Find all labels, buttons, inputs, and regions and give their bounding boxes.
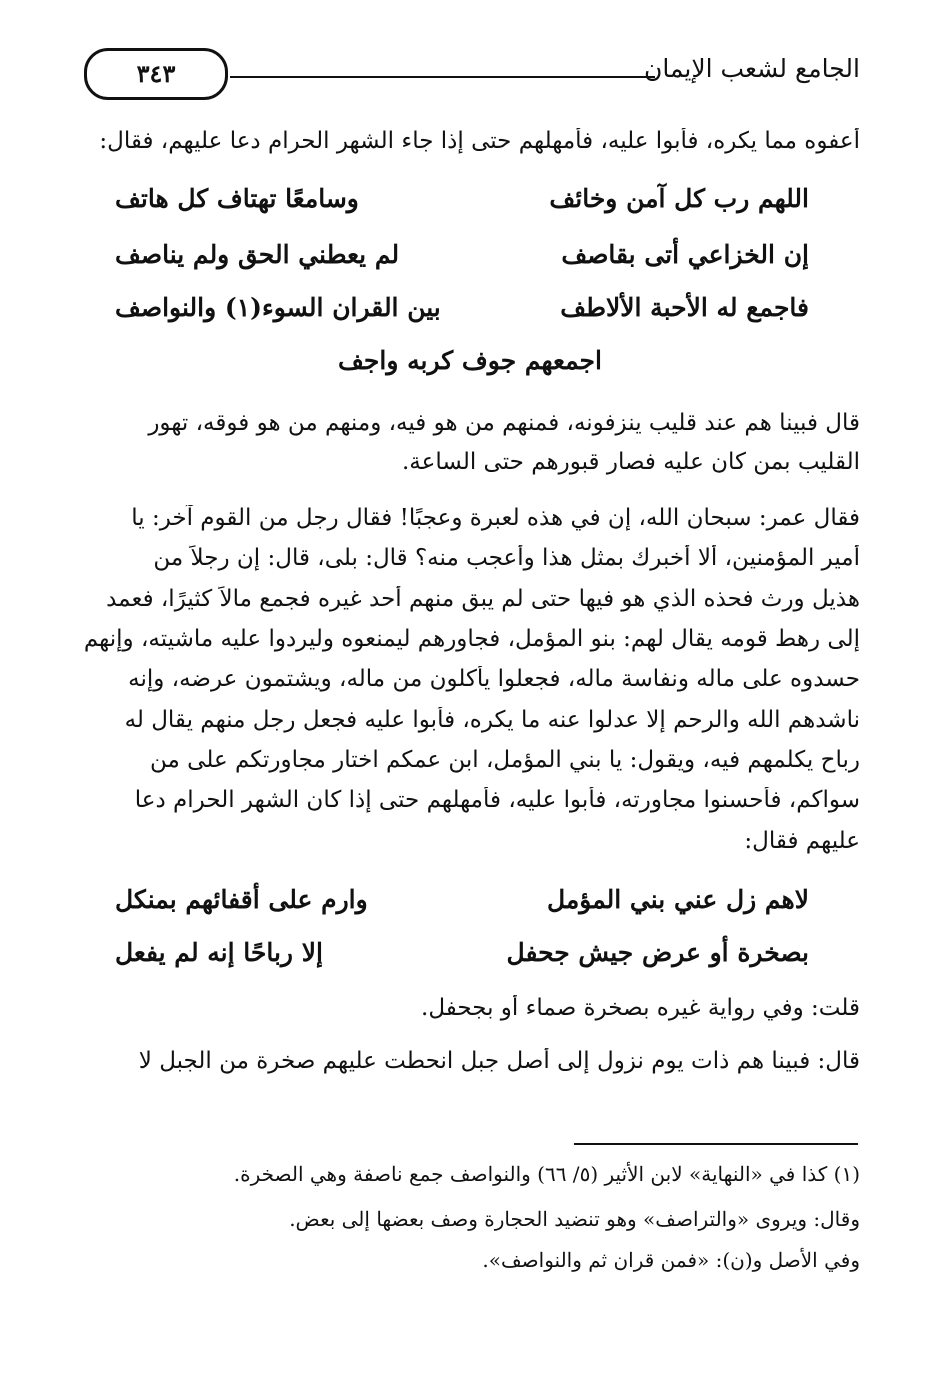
footnote-line: وقال: ويروى «والتراصف» وهو تنضيد الحجارة وصف بعضها إلى بعض. bbox=[289, 1207, 860, 1231]
text-line: قال فبينا هم عند قليب ينزفونه، فمنهم من هو فيه، ومنهم من هو فوقه، تهور bbox=[148, 410, 860, 436]
text-line: أمير المؤمنين، ألا أخبرك بمثل هذا وأعجب منه؟ قال: بلى، قال: إن رجلاً من bbox=[153, 545, 860, 571]
poem-verse bbox=[115, 885, 809, 925]
text-line: ناشدهم الله والرحم إلا عدلوا عنه ما يكره، فأبوا عليه فجعل رجل منهم يقال له bbox=[124, 707, 860, 733]
running-title: الجامع لشعب الإيمان bbox=[643, 54, 860, 83]
text-line: سواكم، فأحسنوا مجاورته، فأبوا عليه، فأمهلهم حتى إذا كان الشهر الحرام دعا bbox=[134, 787, 860, 813]
verse-second-hemistich: وسامعًا تهتاف كل هاتف bbox=[115, 184, 359, 213]
poem-closing-verse: اجمعهم جوف كربه واجف bbox=[338, 346, 602, 375]
text-line: القليب بمن كان عليه فصار قبورهم حتى الساعة. bbox=[401, 449, 860, 475]
verse-first-hemistich: لاهم زل عني بني المؤمل bbox=[546, 885, 809, 914]
text-line: إلى رهط قومه يقال لهم: بنو المؤمل، فجاورهم ليمنعوه وليردوا عليه ماشيته، وإنهم bbox=[83, 626, 860, 652]
verse-second-hemistich: لم يعطني الحق ولم يناصف bbox=[115, 240, 400, 269]
poem-verse bbox=[115, 938, 809, 978]
verse-second-hemistich: وارم على أقفائهم بمنكل bbox=[115, 885, 368, 914]
poem-verse bbox=[115, 184, 809, 224]
footnote-line: (١) كذا في «النهاية» لابن الأثير (٥/ ٦٦) والنواصف جمع ناصفة وهي الصخرة. bbox=[233, 1162, 860, 1186]
page-header bbox=[80, 46, 860, 106]
footnote-separator bbox=[574, 1143, 858, 1145]
verse-second-hemistich: بين القران السوء(١) والنواصف bbox=[115, 293, 441, 322]
text-line: هذيل ورث فحذه الذي هو فيها حتى لم يبق منهم أحد غيره فجمع مالاً كثيرًا، فعمد bbox=[106, 586, 860, 612]
poem-verse bbox=[115, 240, 809, 280]
text-line: عليهم فقال: bbox=[744, 828, 860, 854]
text-line: أعفوه مما يكره، فأبوا عليه، فأمهلهم حتى إذا جاء الشهر الحرام دعا عليهم، فقال: bbox=[99, 128, 860, 154]
text-line: حسدوه على ماله ونفاسة ماله، فجعلوا يأكلون من ماله، ويشتمون عرضه، وإنه bbox=[128, 666, 860, 692]
footnote-line: وفي الأصل و(ن): «فمن قران ثم والنواصف». bbox=[482, 1248, 860, 1272]
text-line: فقال عمر: سبحان الله، إن في هذه لعبرة وعجبًا! فقال رجل من القوم آخر: يا bbox=[131, 505, 860, 531]
verse-first-hemistich: إن الخزاعي أتى بقاصف bbox=[561, 240, 809, 269]
text-line: قال: فبينا هم ذات يوم نزول إلى أصل جبل انحطت عليهم صخرة من الجبل لا bbox=[138, 1048, 860, 1074]
page-number: ٣٤٣ bbox=[84, 48, 228, 100]
verse-first-hemistich: اللهم رب كل آمن وخائف bbox=[549, 184, 809, 213]
poem-verse bbox=[115, 293, 809, 333]
verse-first-hemistich: بصخرة أو عرض جيش جحفل bbox=[506, 938, 809, 967]
text-line: قلت: وفي رواية غيره بصخرة صماء أو بجحفل. bbox=[421, 995, 860, 1021]
verse-second-hemistich: إلا رباحًا إنه لم يفعل bbox=[115, 938, 323, 967]
header-rule bbox=[230, 76, 655, 78]
text-line: رباح يكلمهم فيه، ويقول: يا بني المؤمل، ابن عمكم اختار مجاورتكم على من bbox=[150, 747, 860, 773]
verse-first-hemistich: فاجمع له الأحبة الألاطف bbox=[560, 293, 809, 322]
